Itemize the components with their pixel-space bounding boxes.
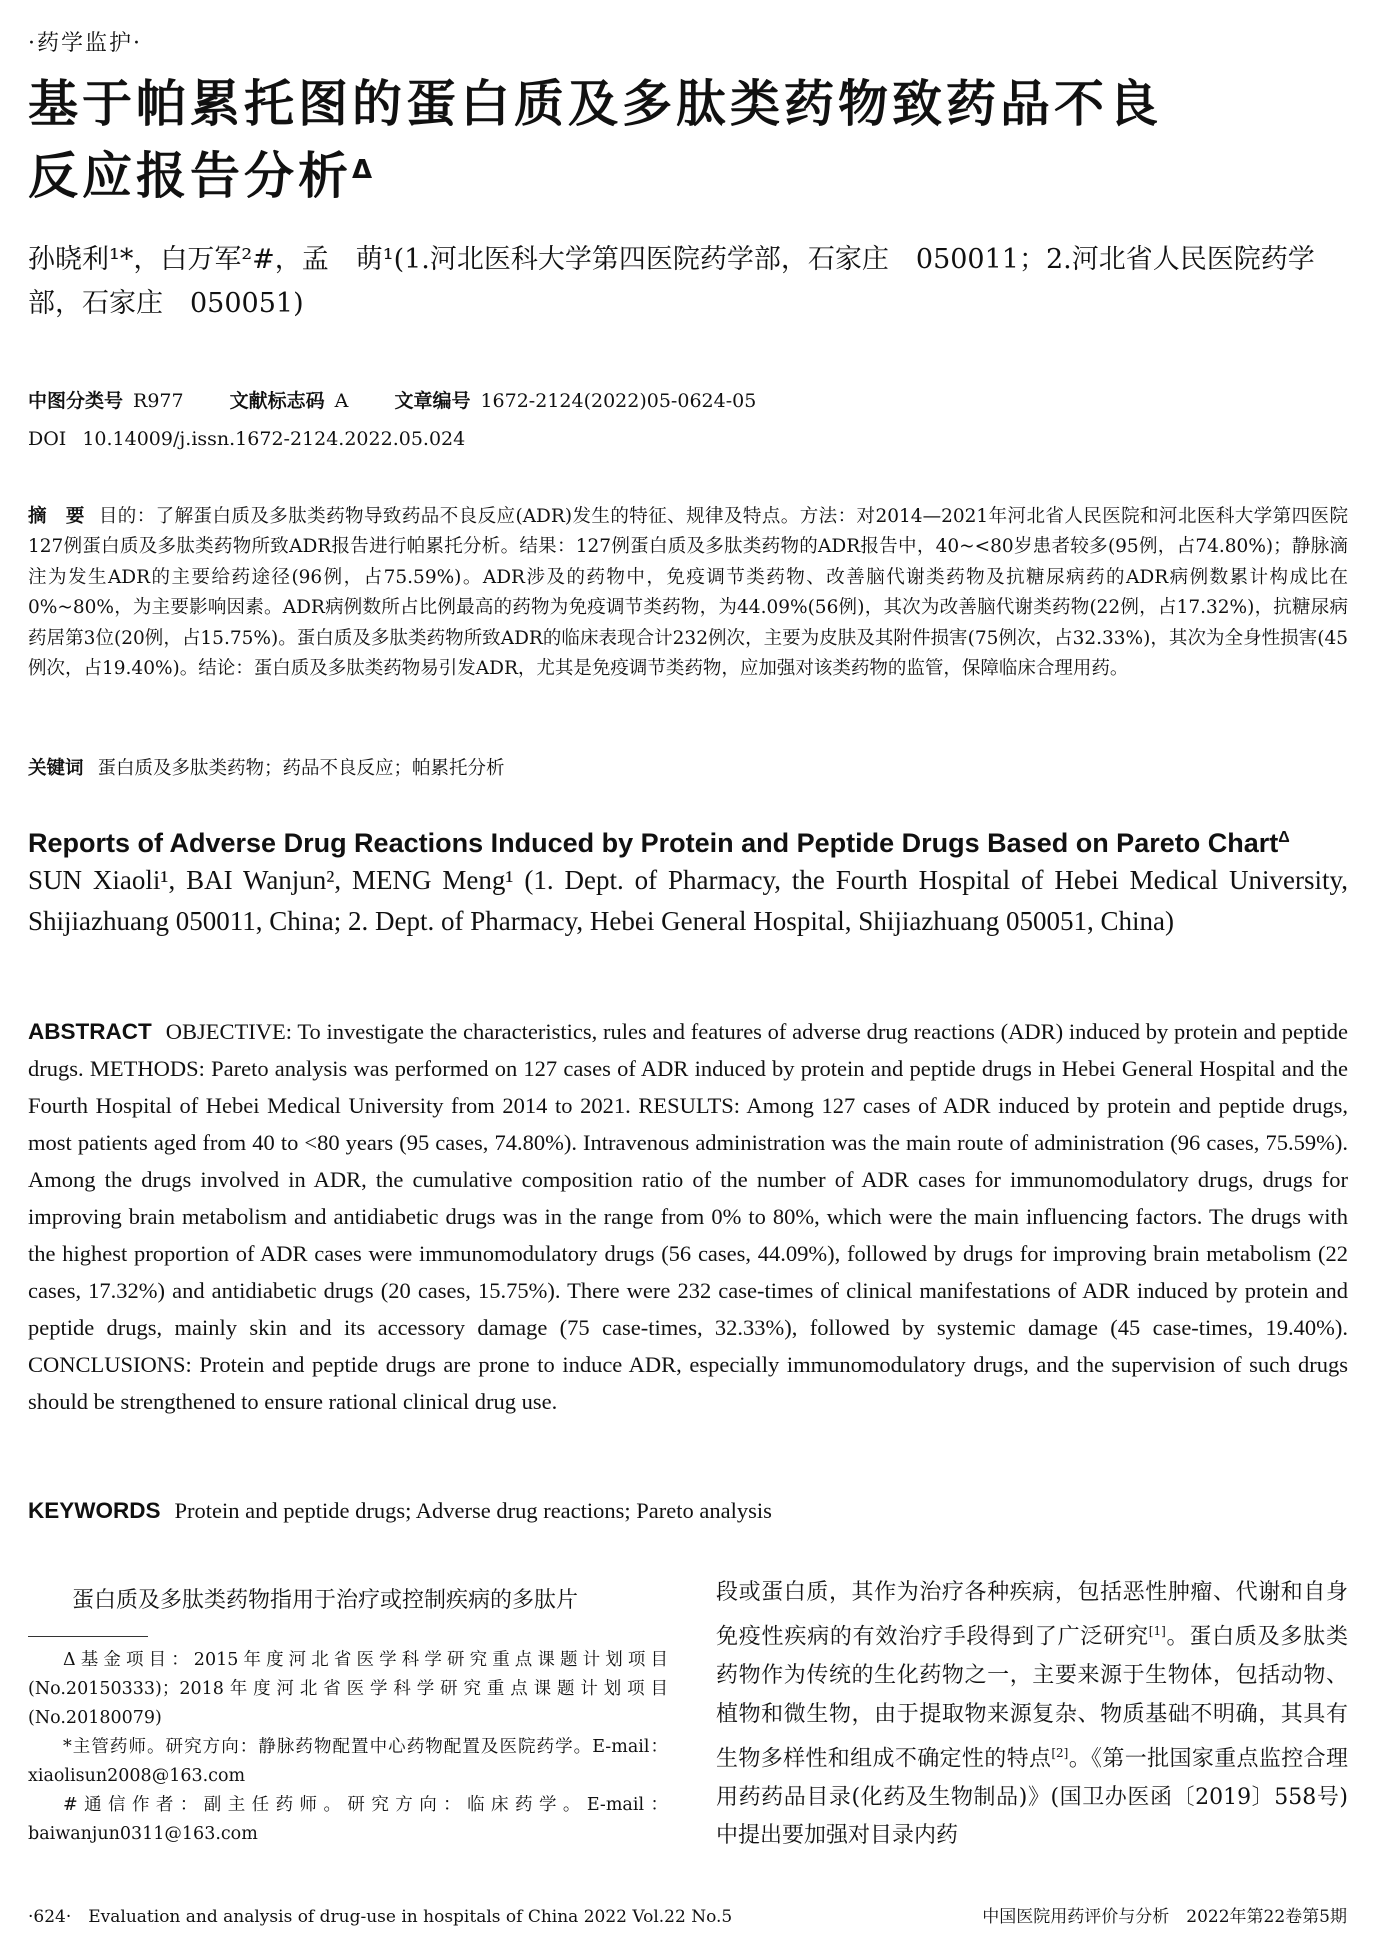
citation-1[interactable]: [1] [1148, 1624, 1166, 1639]
footer-left: ·624· Evaluation and analysis of drug-use in hospitals of China 2022 Vol.22 No.5 [28, 1907, 733, 1927]
doc-code-label: 文献标志码 [229, 390, 325, 412]
keywords-en-label: KEYWORDS [28, 1498, 161, 1523]
doc-code-value: A [334, 390, 349, 412]
authors-cn: 孙晓利¹*，白万军²#，孟 萌¹(1.河北医科大学第四医院药学部，石家庄 050011；2.河北省人民医院药学部，石家庄 050051) [28, 244, 1315, 319]
article-no-label: 文章编号 [394, 390, 471, 412]
abstract-en [28, 1013, 1348, 1420]
fund-mark: Δ [352, 155, 377, 185]
en-fund-mark: Δ [1278, 829, 1290, 846]
doi-label: DOI [28, 428, 67, 450]
article-no-value: 1672-2124(2022)05-0624-05 [480, 390, 757, 412]
footnote-author2: #通信作者：副主任药师。研究方向：临床药学。E-mail：baiwanjun0311@163.com [28, 1795, 668, 1844]
title-line-1: 基于帕累托图的蛋白质及多肽类药物致药品不良 [28, 75, 1162, 133]
authors-en: SUN Xiaoli¹, BAI Wanjun², MENG Meng¹ (1. Dept. of Pharmacy, the Fourth Hospital of Hebei Medical University, Shijiazhuang 050011, China; 2. Dept. of Pharmacy, Hebei General Hospital, Shijiazhuang 050051, China) [28, 865, 1348, 936]
footnotes [28, 1646, 668, 1849]
footnote-divider [28, 1636, 148, 1637]
abstract-cn-text: 目的：了解蛋白质及多肽类药物导致药品不良反应(ADR)发生的特征、规律及特点。方法：对2014—2021年河北省人民医院和河北医科大学第四医院127例蛋白质及多肽类药物所致ADR报告进行帕累托分析。结果：127例蛋白质及多肽类药物的ADR报告中，40~<80岁患者较多(95例，占74.80%)；静脉滴注为发生ADR的主要给药途径(96例，占75.59%)。ADR涉及的药物中，免疫调节类药物、改善脑代谢类药物及抗糖尿病药的ADR病例数累计构成比在0%~80%，为主要影响因素。ADR病例数所占比例最高的药物为免疫调节类药物，为44.09%(56例)，其次为改善脑代谢类药物(22例，占17.32%)，抗糖尿病药居第3位(20例，占15.75%)。蛋白质及多肽类药物所致ADR的临床表现合计232例次，主要为皮肤及其附件损害(75例次，占32.33%)，其次为全身性损害(45例次，占19.40%)。结论：蛋白质及多肽类药物易引发ADR，尤其是免疫调节类药物，应加强对该类药物的监管，保障临床合理用药。 [28, 506, 1348, 680]
footnote-fund: Δ基金项目：2015年度河北省医学科学研究重点课题计划项目(No.20150333)；2018年度河北省医学科学研究重点课题计划项目(No.20180079) [28, 1650, 668, 1728]
clc-value: R977 [133, 390, 184, 412]
abstract-en-text: OBJECTIVE: To investigate the characteristics, rules and features of adverse drug reactions (ADR) induced by protein and peptide drugs. METHODS: Pareto analysis was performed on 127 cases of ADR induced by protein and peptide drugs in Hebei General Hospital and the Fourth Hospital of Hebei Medical University from 2014 to 2021. RESULTS: Among 127 cases of ADR induced by protein and peptide drugs, most patients aged from 40 to <80 years (95 cases, 74.80%). Intravenous administration was the main route of administration (96 cases, 75.59%). Among the drugs involved in ADR, the cumulative composition ratio of the number of ADR cases for immunomodulatory drugs, drugs for improving brain metabolism and antidiabetic drugs was in the range from 0% to 80%, which were the main influencing factors. The drugs with the highest proportion of ADR cases were immunomodulatory drugs (56 cases, 44.09%), followed by drugs for improving brain metabolism (22 cases, 17.32%) and antidiabetic drugs (20 cases, 15.75%). There were 232 case-times of clinical manifestations of ADR induced by protein and peptide drugs, mainly skin and its accessory damage (75 case-times, 32.33%), followed by systemic damage (45 case-times, 19.40%). CONCLUSIONS: Protein and peptide drugs are prone to induce ADR, especially immunomodulatory drugs, and the supervision of such drugs should be strengthened to ensure rational clinical drug use. [28, 1019, 1348, 1414]
abstract-cn [28, 502, 1348, 684]
keywords-cn-text: 蛋白质及多肽类药物；药品不良反应；帕累托分析 [97, 758, 505, 779]
clc-label: 中图分类号 [28, 390, 124, 412]
article-title-en: Reports of Adverse Drug Reactions Induced by Protein and Peptide Drugs Based on Pareto Chart$^\Delta$ [28, 828, 1290, 858]
footnote-author1: *主管药师。研究方向：静脉药物配置中心药物配置及医院药学。E-mail：xiaolisun2008@163.com [28, 1737, 668, 1786]
title-line-2: 反应报告分析$^\Delta$ [28, 147, 377, 205]
section-tag: ·药学监护· [28, 31, 142, 56]
article-meta [28, 382, 756, 458]
doi-link[interactable]: 10.14009/j.issn.1672-2124.2022.05.024 [82, 428, 466, 450]
citation-2[interactable]: [2] [1051, 1745, 1069, 1760]
keywords-cn-label: 关键词 [28, 758, 84, 779]
article-title-cn [28, 68, 1348, 212]
keywords-en-text: Protein and peptide drugs; Adverse drug reactions; Pareto analysis [174, 1498, 772, 1523]
abstract-en-label: ABSTRACT [28, 1019, 152, 1044]
abstract-cn-label: 摘 要 [28, 506, 85, 527]
body-left-column: 蛋白质及多肽类药物指用于治疗或控制疾病的多肽片 [72, 1588, 579, 1613]
footer-right: 中国医院用药评价与分析 2022年第22卷第5期 [982, 1907, 1347, 1927]
body-right-column: 段或蛋白质，其作为治疗各种疾病，包括恶性肿瘤、代谢和自身免疫性疾病的有效治疗手段得到了广泛研究[1]。蛋白质及多肽类药物作为传统的生化药物之一，主要来源于生物体，包括动物、植物和微生物，由于提取物来源复杂、物质基础不明确，其具有生物多样性和组成不确定性的特点[2]。《第一批国家重点监控合理用药药品目录(化药及生物制品)》(国卫办医函〔2019〕558号)中提出要加强对目录内药 [716, 1580, 1348, 1849]
keywords-en [28, 1493, 1348, 1529]
keywords-cn [28, 754, 1348, 784]
